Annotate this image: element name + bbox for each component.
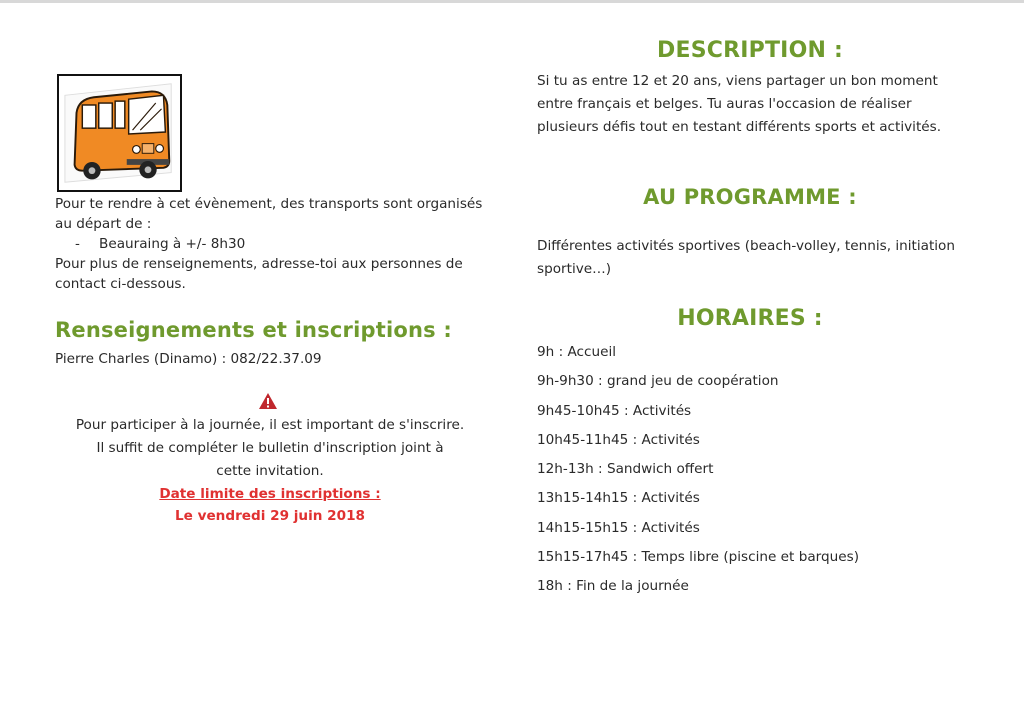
warning-icon — [258, 392, 278, 410]
notice-line-2: Il suffit de compléter le bulletin d'inscription joint à — [96, 440, 444, 456]
programme-text: Différentes activités sportives (beach-volley, tennis, initiation sportive…) — [537, 238, 955, 277]
description-text: Si tu as entre 12 et 20 ans, viens partager un bon moment entre français et belges. Tu auras l'occasion de réaliser plusieurs défis tout en testant différents sports et activités. — [537, 73, 942, 135]
renseignements-title: Renseignements et inscriptions : — [55, 318, 452, 342]
schedule-item: 9h-9h30 : grand jeu de coopération — [537, 373, 779, 390]
schedule-item: 18h : Fin de la journée — [537, 578, 689, 595]
departure-item — [55, 234, 495, 254]
registration-deadline — [40, 483, 500, 527]
schedule-item: 10h45-11h45 : Activités — [537, 431, 700, 448]
deadline-label: Date limite des inscriptions : — [159, 486, 381, 502]
departure-dash: - — [75, 236, 80, 252]
schedule-list — [537, 341, 859, 605]
bus-icon — [59, 76, 180, 190]
bus-illustration — [57, 74, 182, 192]
scan-edge — [0, 0, 1024, 3]
schedule-item: 13h15-14h15 : Activités — [537, 490, 700, 507]
deadline-date: Le vendredi 29 juin 2018 — [174, 508, 366, 524]
schedule-item: 9h : Accueil — [537, 344, 617, 360]
notice-line-3: cette invitation. — [216, 463, 324, 479]
transport-info — [55, 194, 495, 294]
contact-info: Pierre Charles (Dinamo) : 082/22.37.09 — [55, 351, 322, 367]
programme-title: AU PROGRAMME : — [643, 185, 857, 209]
description-title: DESCRIPTION : — [657, 38, 843, 63]
more-info-text: Pour plus de renseignements, adresse-toi aux personnes de contact ci-dessous. — [55, 256, 463, 292]
horaires-title: HORAIRES : — [677, 306, 823, 331]
registration-notice — [40, 414, 500, 483]
schedule-item: 12h-13h : Sandwich offert — [537, 461, 714, 478]
schedule-item: 9h45-10h45 : Activités — [537, 402, 692, 419]
schedule-item: 14h15-15h15 : Activités — [537, 519, 700, 536]
schedule-item: 15h15-17h45 : Temps libre (piscine et barques) — [537, 549, 859, 566]
notice-line-1: Pour participer à la journée, il est important de s'inscrire. — [75, 417, 465, 433]
departure-text: Beauraing à +/- 8h30 — [99, 236, 246, 252]
transport-intro: Pour te rendre à cet évènement, des transports sont organisés au départ de : — [55, 196, 483, 232]
